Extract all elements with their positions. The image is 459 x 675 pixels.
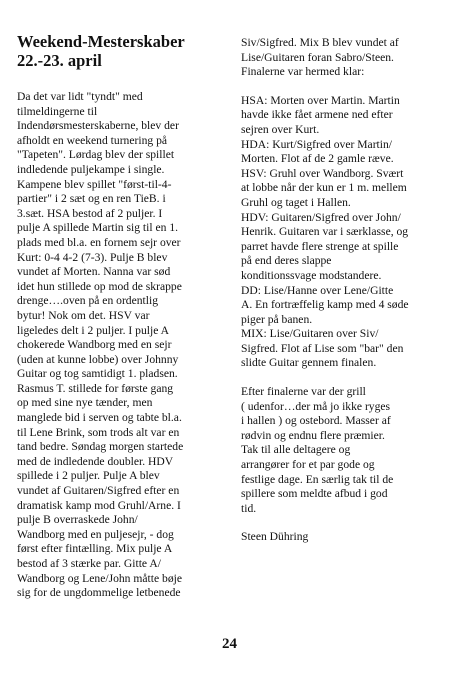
- text-line: tilmeldingerne til: [17, 104, 98, 118]
- text-line: Gruhl og taget i Hallen.: [241, 195, 351, 209]
- text-line: sejren over Kurt.: [241, 122, 320, 136]
- text-line: vundet af Morten. Nanna var sød: [17, 265, 171, 279]
- text-line: konditionssvage modstandere.: [241, 268, 382, 282]
- text-line: Tak til alle deltagere og: [241, 443, 351, 457]
- text-line: bytur! Nok om det. HSV var: [17, 308, 150, 322]
- intro-continuation: [241, 36, 446, 80]
- right-column: [241, 36, 446, 545]
- text-line: plads med bl.a. en fornem sejr over: [17, 235, 181, 249]
- text-line: (uden at kunne lobbe) over Johnny: [17, 352, 179, 366]
- text-line: tand bedre. Søndag morgen startede: [17, 440, 184, 454]
- text-line: med de indledende doubler. HDV: [17, 454, 174, 468]
- title-line-1: Weekend-Mesterskaber: [17, 32, 185, 51]
- text-line: idet hun stillede op mod de skrappe: [17, 279, 182, 293]
- text-line: slidte Guitar gennem finalen.: [241, 356, 377, 370]
- text-line: i hallen ) og ostebord. Masser af: [241, 414, 391, 428]
- text-line: sig for de ungdommelige letbenede: [17, 586, 181, 600]
- text-line: spillere som meldte afbud i god: [241, 487, 388, 501]
- text-line: Kurt: 0-4 4-2 (7-3). Pulje B blev: [17, 250, 168, 264]
- text-line: at lobbe når der kun er 1 m. mellem: [241, 181, 407, 195]
- text-line: Da det var lidt "tyndt" med: [17, 90, 143, 103]
- text-line: Kampene blev spillet "først-til-4-: [17, 177, 172, 191]
- signature: Steen Dühring: [241, 530, 309, 544]
- text-line: Wandborg og Lene/John måtte bøje: [17, 571, 182, 585]
- text-line: festlige dage. En særlig tak til de: [241, 472, 394, 486]
- text-line: først efter fintælling. Mix pulje A: [17, 542, 173, 556]
- paragraph-gap: [241, 80, 446, 94]
- text-line: bestod af 3 stærke par. Gitte A/: [17, 557, 161, 570]
- left-column: [17, 90, 217, 601]
- text-line: manglede bid i serven og tabte bl.a.: [17, 411, 182, 425]
- text-line: rødvin og endnu flere præmier.: [241, 428, 385, 442]
- text-line: HDA: Kurt/Sigfred over Martin/: [241, 137, 393, 151]
- text-line: indledende puljekampe i single.: [17, 162, 165, 176]
- text-line: Guitar og tog samtidigt 1. pladsen.: [17, 367, 178, 381]
- text-line: HSA: Morten over Martin. Martin: [241, 93, 400, 107]
- text-line: chokerede Wandborg med en sejr: [17, 338, 172, 352]
- text-line: Lise/Guitaren foran Sabro/Steen.: [241, 50, 394, 64]
- text-line: pulje B overraskede John/: [17, 513, 138, 527]
- text-line: pulje A spillede Martin sig til en 1.: [17, 221, 179, 235]
- article-title: [17, 32, 227, 70]
- text-line: A. En fortræffelig kamp med 4 søde: [241, 298, 409, 312]
- text-line: havde ikke fået armene ned efter: [241, 108, 393, 122]
- text-line: 3.sæt. HSA bestod af 2 puljer. I: [17, 206, 163, 220]
- paragraph-gap: [241, 516, 446, 530]
- text-line: partier" i 2 sæt og en ren TieB. i: [17, 192, 166, 206]
- text-line: Wandborg med en puljesejr, - dog: [17, 527, 174, 541]
- text-line: Sigfred. Flot af Lise som "bar" den: [241, 341, 404, 355]
- text-line: afholdt en weekend turnering på: [17, 133, 168, 147]
- text-line: MIX: Lise/Guitaren over Siv/: [241, 327, 379, 341]
- text-line: "Tapeten". Lørdag blev der spillet: [17, 148, 175, 162]
- text-line: DD: Lise/Hanne over Lene/Gitte: [241, 283, 394, 297]
- text-line: Morten. Flot af de 2 gamle ræve.: [241, 152, 394, 166]
- text-line: Rasmus T. stillede for første gang: [17, 381, 174, 395]
- finals-results: [241, 94, 446, 371]
- text-line: Indendørsmesterskaberne, blev der: [17, 119, 179, 133]
- text-line: spillede i 2 puljer. Pulje A blev: [17, 469, 160, 483]
- text-line: piger på banen.: [241, 312, 313, 326]
- text-line: arrangører for et par gode og: [241, 458, 375, 472]
- text-line: HDV: Guitaren/Sigfred over John/: [241, 210, 401, 224]
- text-line: tid.: [241, 501, 257, 515]
- text-line: HSV: Gruhl over Wandborg. Svært: [241, 166, 404, 180]
- text-line: dramatisk kamp mod Gruhl/Arne. I: [17, 498, 181, 512]
- title-line-2: 22.-23. april: [17, 51, 102, 70]
- text-line: Finalerne var hermed klar:: [241, 65, 365, 79]
- text-line: ( udenfor…der må jo ikke ryges: [241, 399, 391, 413]
- text-line: vundet af Guitaren/Sigfred efter en: [17, 484, 180, 498]
- page-number: 24: [222, 636, 237, 652]
- text-line: til Lene Brink, som trods alt var en: [17, 425, 180, 439]
- text-line: op med sine nye tænder, men: [17, 396, 153, 410]
- text-line: parret havde flere strenge at spille: [241, 239, 399, 253]
- text-line: drenge….oven på en ordentlig: [17, 294, 159, 308]
- text-line: Henrik. Guitaren var i særklasse, og: [241, 225, 409, 239]
- text-line: ligeledes delt i 2 puljer. I pulje A: [17, 323, 169, 337]
- text-line: på end deres slappe: [241, 254, 332, 268]
- text-line: Efter finalerne var der grill: [241, 385, 366, 399]
- closing-paragraph: [241, 385, 446, 516]
- paragraph-gap: [241, 371, 446, 385]
- text-line: Siv/Sigfred. Mix B blev vundet af: [241, 36, 399, 49]
